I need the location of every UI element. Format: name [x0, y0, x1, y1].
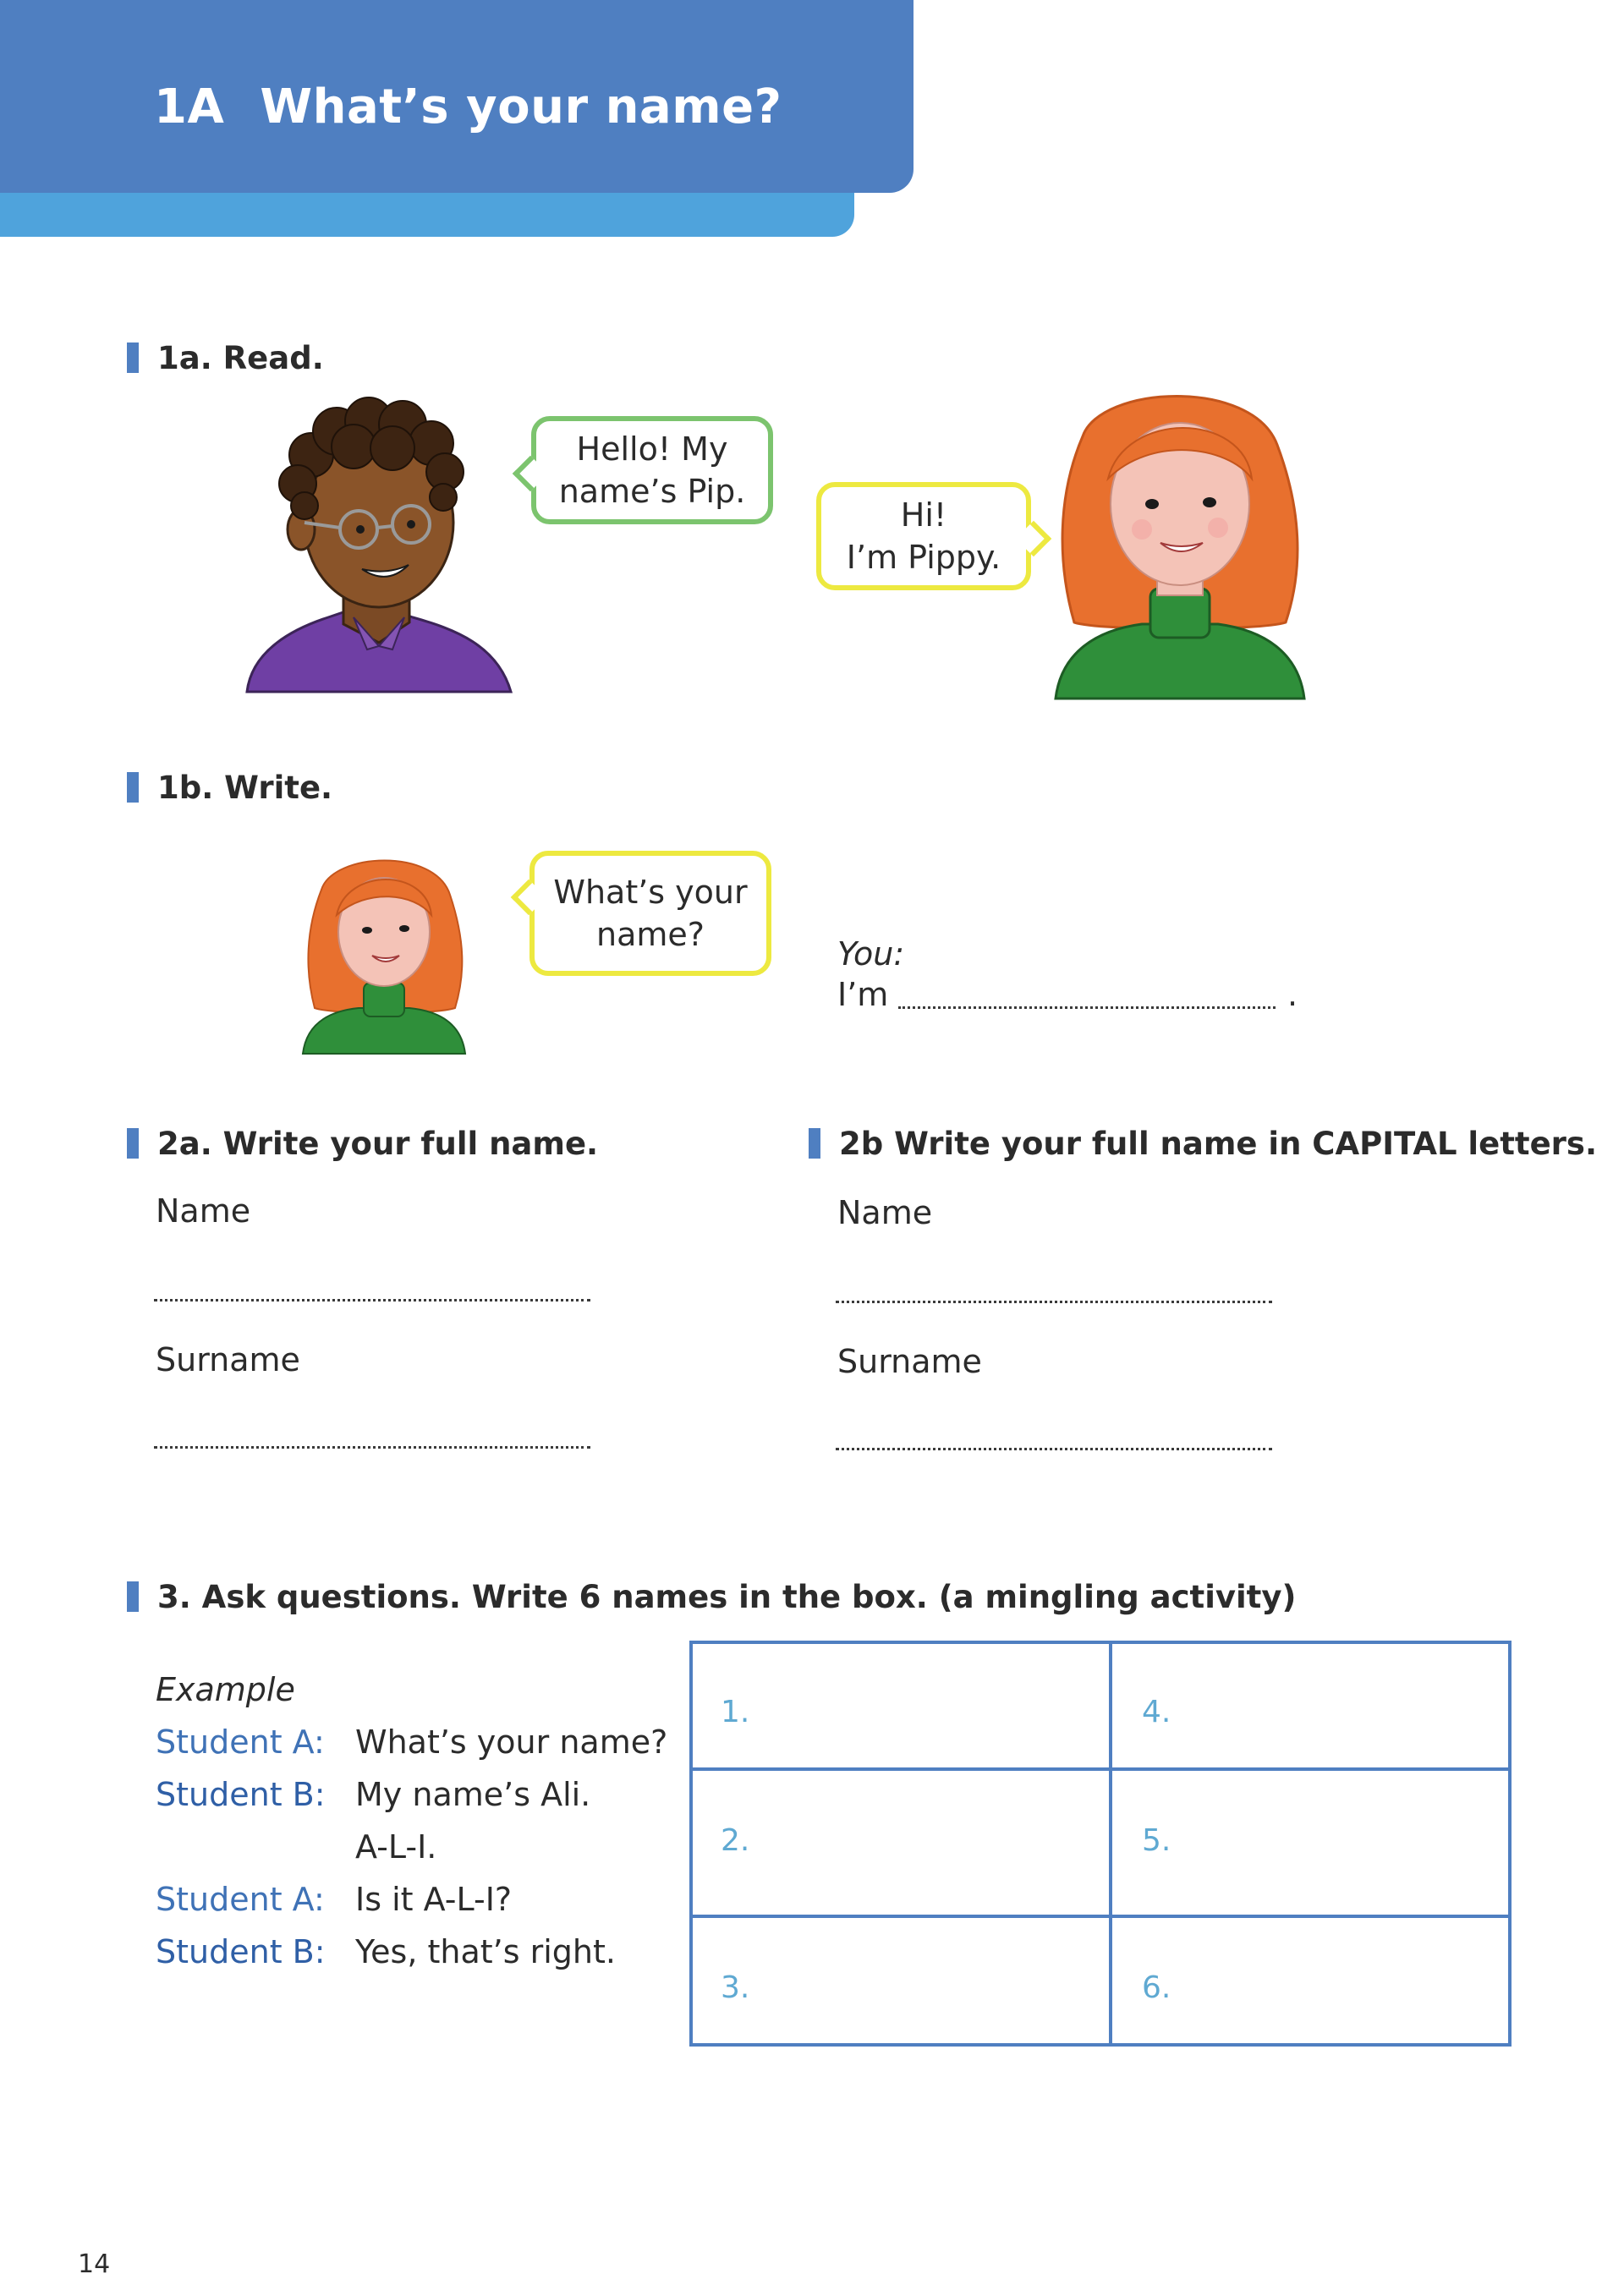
page-title — [154, 79, 782, 134]
dialogue-line: What’s your name? — [355, 1723, 668, 1761]
dialogue-speaker: Student A: — [156, 1881, 325, 1918]
dialogue-line: My name’s Ali. — [355, 1776, 591, 1813]
names-box — [689, 1641, 1512, 2047]
lesson-title: What’s your name? — [260, 79, 782, 134]
red-haired-girl-small-portrait — [299, 847, 469, 1059]
name-cell-6[interactable]: 6. — [1142, 1970, 1171, 2005]
answer-prefix: I’m — [837, 976, 889, 1013]
bubble-text-line: Hi! — [900, 496, 947, 534]
surname-label-2a: Surname — [156, 1341, 300, 1378]
name-cell-2[interactable]: 2. — [721, 1823, 750, 1858]
dialogue-speaker: Student A: — [156, 1723, 325, 1761]
bubble-text-line: I’m Pippy. — [846, 539, 1001, 576]
name-field-2b[interactable] — [836, 1301, 1272, 1303]
red-haired-girl-portrait — [1049, 377, 1311, 707]
heading-3-text: 3. Ask questions. Write 6 names in the box. (a mingling activity) — [157, 1578, 1297, 1615]
lesson-code: 1A — [154, 79, 225, 134]
bubble-text-line: name’s Pip. — [558, 473, 746, 510]
dialogue-speaker: Student B: — [156, 1933, 326, 1970]
heading-2a-text: 2a. Write your full name. — [157, 1125, 599, 1162]
name-cell-3[interactable]: 3. — [721, 1970, 750, 2005]
heading-2b-text: 2b Write your full name in CAPITAL letters. — [839, 1125, 1598, 1162]
heading-1b-text: 1b. Write. — [157, 769, 333, 806]
heading-1a-text: 1a. Read. — [157, 339, 324, 376]
bubble-text-line: Hello! My — [576, 430, 728, 468]
grid-divider — [1109, 1641, 1112, 2047]
name-cell-1[interactable]: 1. — [721, 1695, 750, 1729]
speech-bubble-question — [529, 851, 771, 976]
answer-dotted-line[interactable] — [898, 1006, 1276, 1009]
speech-bubble-pippy — [816, 482, 1031, 590]
dialogue-line: Yes, that’s right. — [355, 1933, 616, 1970]
answer-end: . — [1287, 976, 1298, 1013]
page-number: 14 — [78, 2249, 111, 2279]
grid-divider — [689, 1767, 1512, 1771]
heading-2b — [809, 1125, 1597, 1162]
heading-2a — [127, 1125, 598, 1162]
you-label: You: — [837, 935, 905, 973]
dialogue-line: A-L-I. — [355, 1828, 437, 1866]
name-cell-5[interactable]: 5. — [1142, 1823, 1171, 1858]
heading-1b — [127, 769, 332, 806]
surname-field-2a[interactable] — [154, 1446, 590, 1449]
heading-3 — [127, 1578, 1296, 1615]
heading-marker — [127, 342, 139, 373]
example-label: Example — [156, 1671, 295, 1708]
heading-marker — [127, 1128, 139, 1159]
name-label-2a: Name — [156, 1192, 251, 1230]
name-field-2a[interactable] — [154, 1299, 590, 1301]
bubble-text-line: name? — [596, 916, 705, 953]
heading-marker — [809, 1128, 820, 1159]
speech-bubble-pip — [531, 416, 773, 524]
name-cell-4[interactable]: 4. — [1142, 1695, 1171, 1729]
boy-with-glasses-portrait — [244, 396, 514, 700]
surname-field-2b[interactable] — [836, 1448, 1272, 1450]
dialogue-line: Is it A-L-I? — [355, 1881, 513, 1918]
dialogue-speaker: Student B: — [156, 1776, 326, 1813]
bubble-text-line: What’s your — [553, 874, 748, 911]
surname-label-2b: Surname — [837, 1343, 982, 1380]
heading-1a — [127, 339, 324, 376]
name-label-2b: Name — [837, 1194, 933, 1231]
grid-divider — [689, 1915, 1512, 1918]
heading-marker — [127, 772, 139, 803]
heading-marker — [127, 1581, 139, 1612]
